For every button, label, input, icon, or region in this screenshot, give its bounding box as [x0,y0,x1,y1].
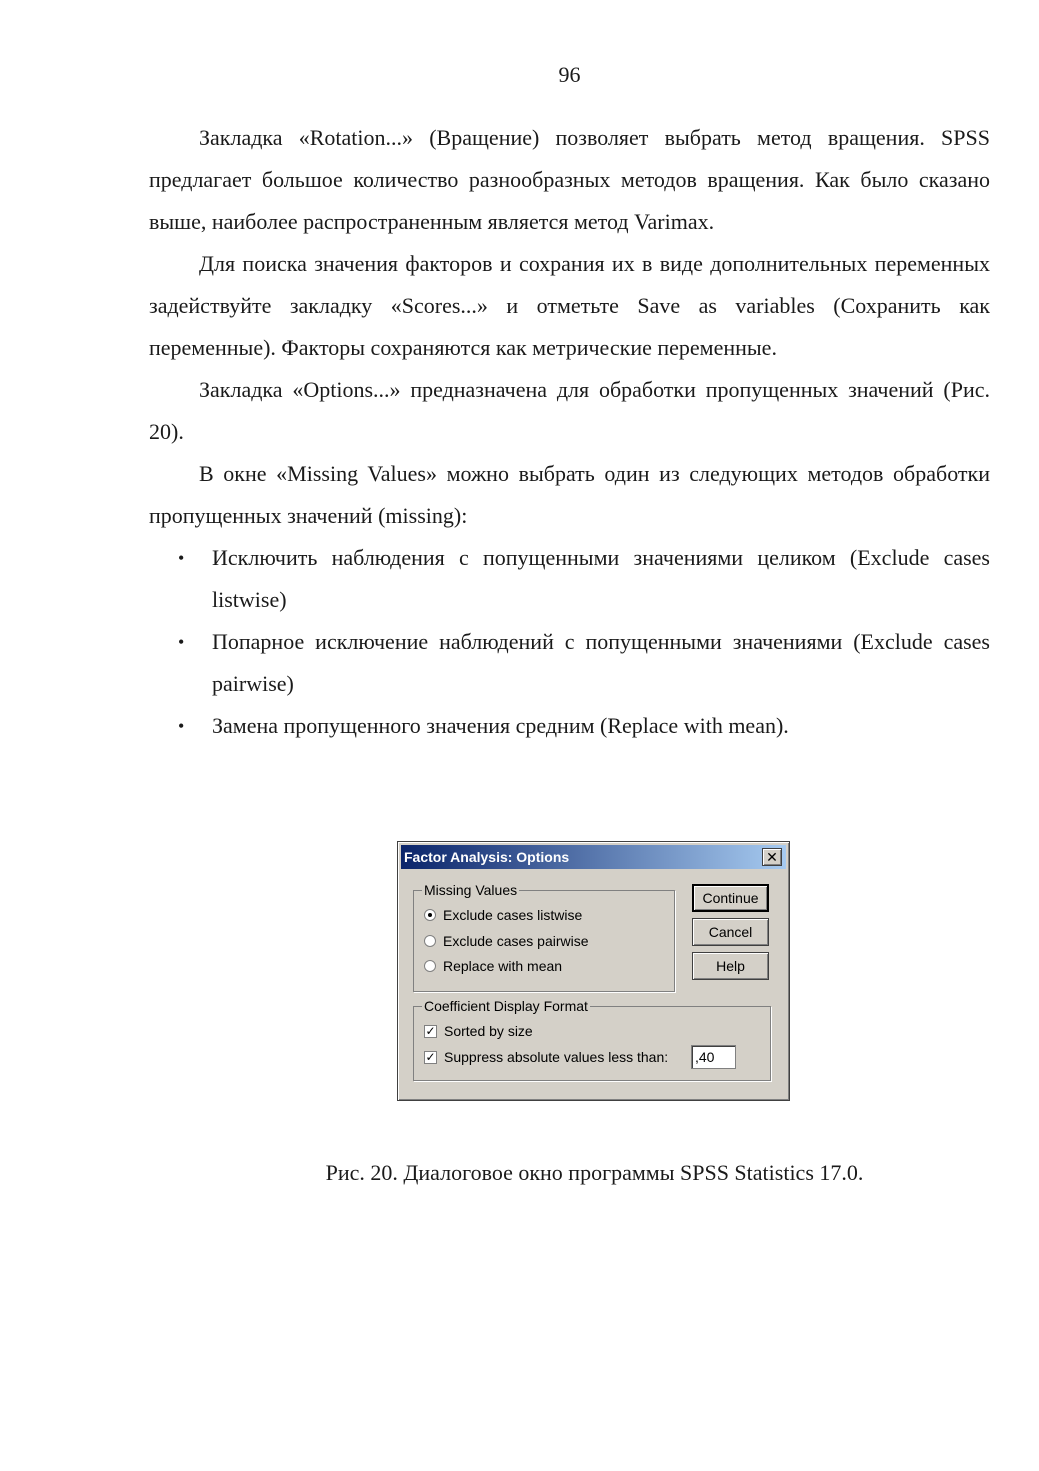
checkbox-suppress-values[interactable]: ✓ [425,1049,436,1064]
bullet-list [149,537,990,747]
suppress-values-option[interactable] [424,1047,668,1067]
paragraph: В окне «Missing Values» можно выбрать один из следующих методов обработки пропущенных значений (missing): [149,461,990,528]
sorted-by-size-option[interactable] [424,1021,533,1041]
coefficient-display-legend: Coefficient Display Format [424,998,588,1014]
help-button[interactable]: Help [692,952,769,980]
bullet-item: • Замена пропущенного значения средним (Replace with mean). [149,705,990,747]
coefficient-display-group [413,998,771,1081]
dialog-title: Factor Analysis: Options [404,849,570,865]
radio-button-icon[interactable] [424,909,436,921]
bullet-item: • Исключить наблюдения с попущенными значениями целиком (Exclude cases listwise) [149,537,990,621]
dialog-titlebar[interactable] [401,845,786,869]
radio-exclude-listwise[interactable] [424,905,582,925]
checkbox-sorted-by-size[interactable]: ✓ [425,1023,436,1038]
radio-exclude-pairwise[interactable] [424,931,589,951]
radio-label: Exclude cases pairwise [443,933,589,949]
radio-replace-with-mean[interactable] [424,956,562,976]
figure-caption: Рис. 20. Диалоговое окно программы SPSS Statistics 17.0. [325,1160,864,1185]
paragraph: Закладка «Options...» предназначена для обработки пропущенных значений (Рис. 20). [149,377,990,444]
cancel-button[interactable]: Cancel [692,918,769,946]
missing-values-group [413,882,675,992]
factor-analysis-options-dialog [397,841,790,1101]
checkbox-label: Sorted by size [444,1023,533,1039]
paragraph: Для поиска значения факторов и сохрания их в виде дополнительных переменных задействуйте закладку «Scores...» и отметьте Save as variables (Сохранить как переменные). Факторы сохраняются как метрические переменные. [149,251,990,360]
radio-label: Replace with mean [443,958,563,974]
paragraph: Закладка «Rotation...» (Вращение) позволяет выбрать метод вращения. SPSS предлагает большое количество разнообразных методов вращения. Как было сказано выше, наиболее распространенным является метод Varimax. [149,125,990,234]
page-number: 96 [558,62,581,87]
checkbox-label: Suppress absolute values less than: [444,1049,669,1065]
missing-values-legend: Missing Values [424,882,518,898]
bullet-item: • Попарное исключение наблюдений с попущенными значениями (Exclude cases pairwise) [149,621,990,705]
close-icon[interactable]: ✕ [762,848,782,866]
suppress-threshold-input[interactable]: ,40 [691,1045,736,1069]
radio-label: Exclude cases listwise [443,907,583,923]
radio-button-icon[interactable] [424,960,436,972]
body-text [149,117,990,747]
radio-button-icon[interactable] [424,935,436,947]
continue-button[interactable]: Continue [692,884,769,912]
